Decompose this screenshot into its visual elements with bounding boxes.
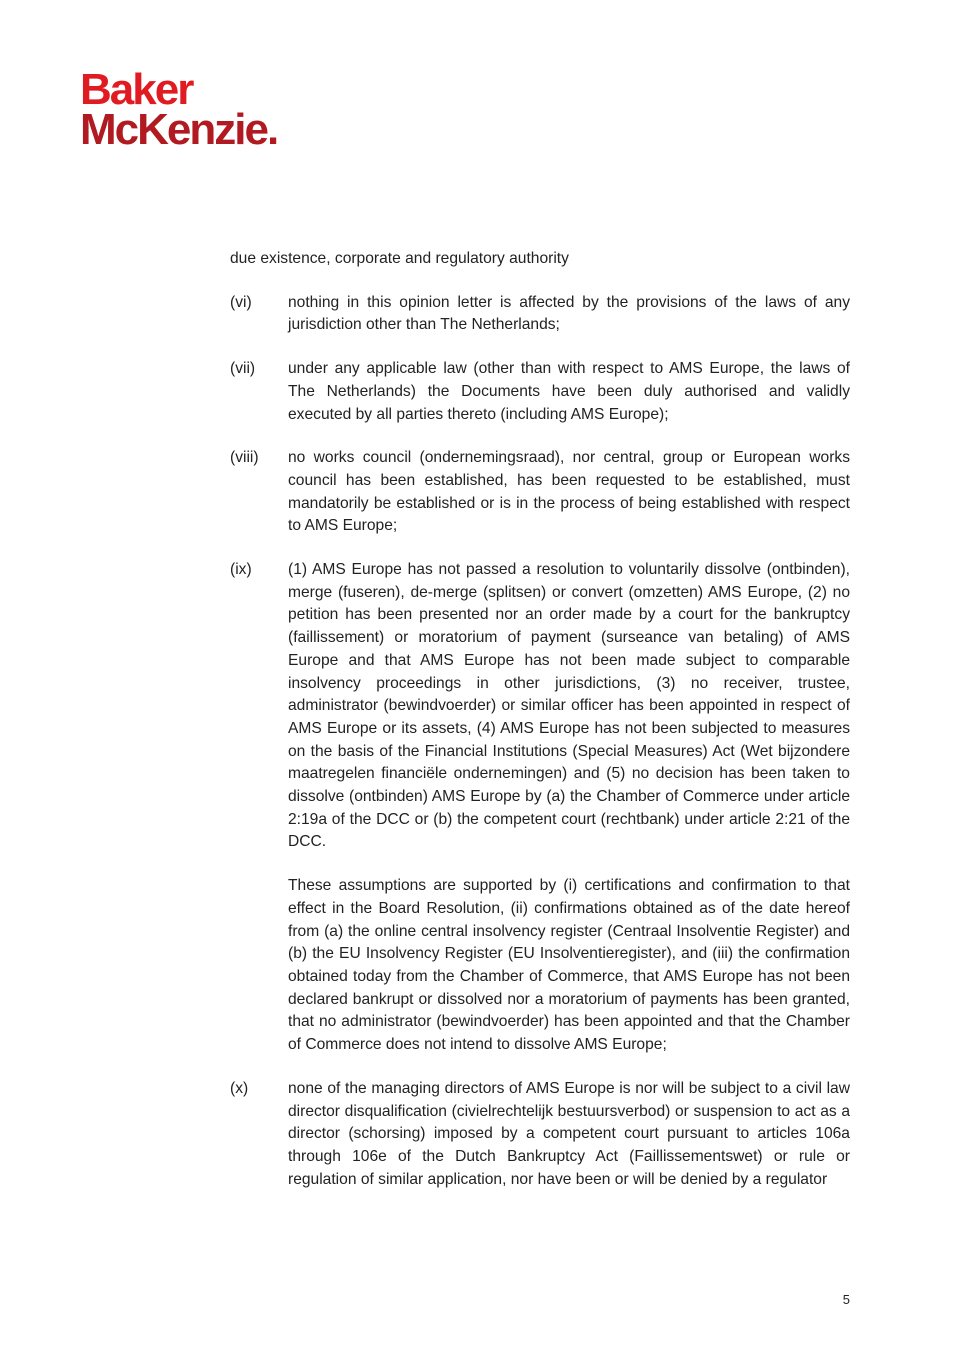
assumption-ix-support-note: These assumptions are supported by (i) certifications and confirmation to that effect in the Board Resolution, (ii) confirmations obtained as of the date hereof from (a) the online central insolvency register (Centraal Insolventie Register) and (b) the EU Insolvency Register (EU Insolventieregister), and (iii) the confirmation obtained today from the Chamber of Commerce, that AMS Europe has not been declared bankrupt or dissolved nor a moratorium of payments has been granted, that no administrator (bewindvoerder) has been appointed and that the Chamber of Commerce does not intend to dissolve AMS Europe; [288, 877, 850, 1054]
page-number: 5 [842, 1292, 850, 1307]
item-number: (ix) [230, 561, 252, 579]
assumption-item-x [230, 1078, 850, 1192]
assumption-item-viii [230, 447, 850, 538]
item-text: under any applicable law (other than with respect to AMS Europe, the laws of The Netherlands) the Documents have been duly authorised and validly executed by all parties thereto (including AMS Europe); [288, 360, 850, 423]
assumption-item-vi [230, 292, 850, 337]
item-number: (x) [230, 1079, 249, 1097]
item-text: nothing in this opinion letter is affected by the provisions of the laws of any jurisdiction other than The Netherlands; [288, 293, 850, 334]
item-number: (viii) [230, 449, 259, 467]
item-number: (vi) [230, 293, 252, 311]
item-text: no works council (ondernemingsraad), nor central, group or European works council has been established, has been requested to be established, must mandatorily be established or is in the process of being established with respect to AMS Europe; [288, 449, 850, 535]
item-text: none of the managing directors of AMS Europe is nor will be subject to a civil law director disqualification (civielrechtelijk bestuursverbod) or suspension to act as a director (schorsing) imposed by a competent court pursuant to articles 106a through 106e of the Dutch Bankruptcy Act (Faillissementswet) or rule or regulation of similar application, nor have been or will be denied by a regulator [288, 1079, 850, 1188]
continued-paragraph: due existence, corporate and regulatory authority [230, 250, 569, 267]
company-logo [80, 65, 340, 160]
document-body [230, 248, 850, 1212]
assumption-item-ix [230, 559, 850, 854]
assumption-item-vii [230, 358, 850, 426]
item-text: (1) AMS Europe has not passed a resolution to voluntarily dissolve (ontbinden), merge (fuseren), de-merge (splitsen) or convert (omzetten) AMS Europe, (2) no petition has been presented nor an order made by a court for the bankruptcy (faillissement) or moratorium of payment (surseance van betaling) of AMS Europe and that AMS Europe has not been made subject to comparable insolvency proceedings in other jurisdictions, (3) no receiver, trustee, administrator (bewindvoerder) or similar officer has been appointed in respect of AMS Europe or its assets, (4) AMS Europe has not been subjected to measures on the basis of the Financial Institutions (Special Measures) Act (Wet bijzondere maatregelen financiële ondernemingen) and (5) no decision has been taken to dissolve (ontbinden) AMS Europe by (a) the Chamber of Commerce under article 2:19a of the DCC or (b) the competent court (rechtbank) under article 2:21 of the DCC. [288, 561, 850, 851]
logo-line-mckenzie: McKenzie. [80, 105, 278, 154]
item-number: (vii) [230, 360, 256, 378]
logo-line-baker: Baker [80, 65, 193, 114]
